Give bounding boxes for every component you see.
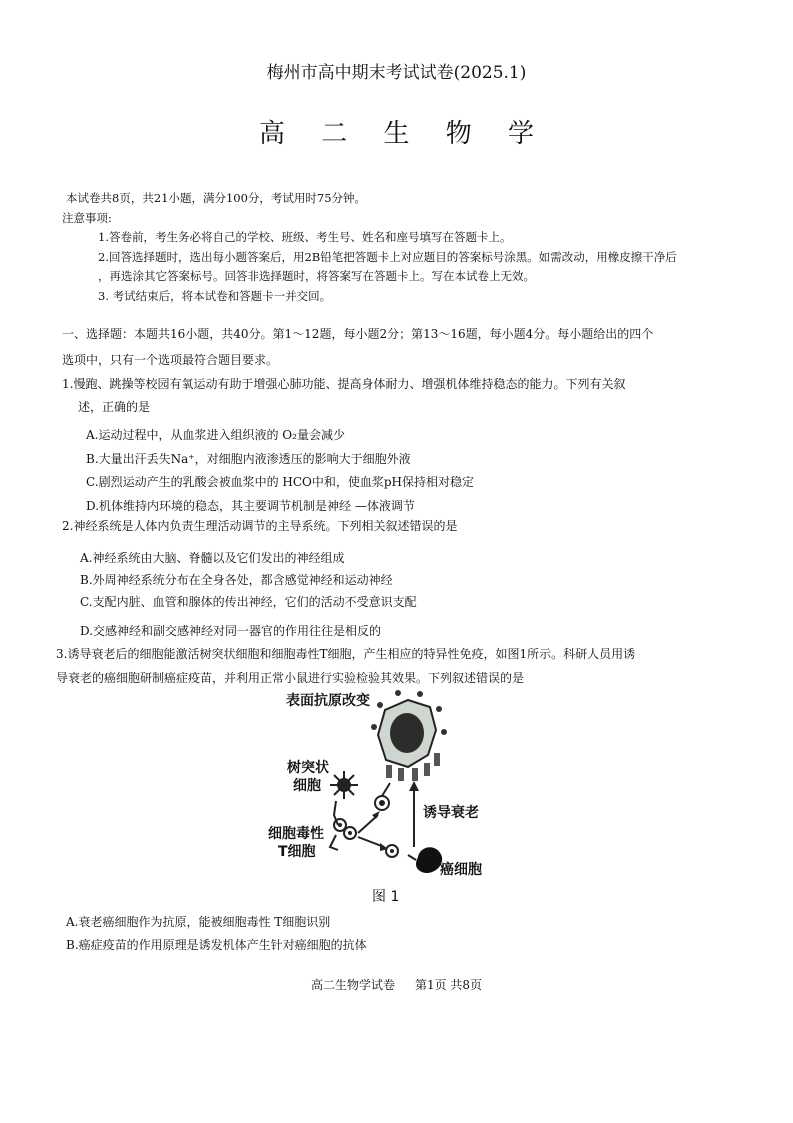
exam-info: 本试卷共8页，共21小题，满分100分，考试用时75分钟。	[66, 191, 367, 205]
figure-label-cancer: 癌细胞	[440, 862, 482, 878]
q3-option-a: A.衰老癌细胞作为抗原，能被细胞毒性 T细胞识别	[66, 915, 331, 929]
page-footer	[0, 976, 793, 993]
footer-exam-name: 高二生物学试卷	[310, 978, 395, 992]
figure-label-tcell-cont: T细胞	[278, 844, 316, 860]
exam-header-title: 梅州市高中期末考试试卷(2025.1)	[266, 63, 527, 83]
note-item: 2.回答选择题时，选出每小题答案后，用2B铅笔把答题卡上对应题目的答案标号涂黑。如需改动，用橡皮擦干净后	[98, 250, 677, 264]
figure-1-diagram	[250, 685, 530, 905]
figure-label-tcell: 细胞毒性	[268, 826, 324, 842]
figure-label-dendritic: 树突状	[287, 760, 329, 776]
dendritic-cell	[330, 771, 358, 799]
q3-stem-cont: 导衰老的癌细胞研制癌症疫苗，并利用正常小鼠进行实验检验其效果。下列叙述错误的是	[56, 671, 525, 685]
q1-stem: 1.慢跑、跳操等校园有氧运动有助于增强心肺功能、提高身体耐力、增强机体维持稳态的能力。下列有关叙	[62, 377, 626, 391]
q3-stem: 3.诱导衰老后的细胞能激活树突状细胞和细胞毒性T细胞，产生相应的特异性免疫，如图1所示。科研人员用诱	[56, 647, 636, 661]
q2-option-c: C.支配内脏、血管和腺体的传出神经，它们的活动不受意识支配	[80, 595, 417, 609]
q2-option-b: B.外周神经系统分布在全身各处，都含感觉神经和运动神经	[80, 573, 393, 587]
q1-option-a: A.运动过程中，从血浆进入组织液的 O₂量会减少	[86, 428, 345, 442]
figure-label-dendritic-cont: 细胞	[293, 778, 321, 794]
note-item: ，再选涂其它答案标号。回答非选择题时，将答案写在答题卡上。写在本试卷上无效。	[98, 269, 535, 283]
q2-stem: 2.神经系统是人体内负责生理活动调节的主导系统。下列相关叙述错误的是	[62, 519, 458, 533]
subject-title: 高 二 生 物 学	[258, 119, 549, 149]
notes-title: 注意事项:	[62, 211, 112, 225]
q1-option-d: D.机体维持内环境的稳态，其主要调节机制是神经 —体液调节	[86, 499, 415, 513]
note-item: 1.答卷前，考生务必将自己的学校、班级、考生号、姓名和座号填写在答题卡上。	[98, 230, 512, 244]
footer-page-number: 第1页 共8页	[414, 978, 483, 992]
q3-option-b: B.癌症疫苗的作用原理是诱发机体产生针对癌细胞的抗体	[66, 938, 367, 952]
section-heading: 一、选择题：本题共16小题，共40分。第1～12题，每小题2分；第13～16题，每小题4分。每小题给出的四个	[62, 327, 654, 341]
q2-option-d: D.交感神经和副交感神经对同一器官的作用往往是相反的	[80, 624, 382, 638]
note-item: 3. 考试结束后，将本试卷和答题卡一并交回。	[98, 289, 332, 303]
q2-option-a: A.神经系统由大脑、脊髓以及它们发出的神经组成	[80, 551, 345, 565]
figure-label-antigen: 表面抗原改变	[286, 693, 370, 709]
figure-caption: 图 1	[372, 889, 400, 905]
cancer-cell-shape	[416, 847, 442, 873]
figure-label-induce: 诱导衰老	[423, 805, 479, 821]
q1-stem-cont: 述，正确的是	[78, 400, 151, 414]
q1-option-c: C.剧烈运动产生的乳酸会被血浆中的 HCO中和，使血浆pH保持相对稳定	[86, 475, 475, 489]
q1-option-b: B.大量出汗丢失Na⁺，对细胞内液渗透压的影响大于细胞外液	[86, 452, 411, 466]
senescent-cell	[371, 690, 447, 781]
section-heading-cont: 选项中，只有一个选项最符合题目要求。	[62, 353, 279, 367]
